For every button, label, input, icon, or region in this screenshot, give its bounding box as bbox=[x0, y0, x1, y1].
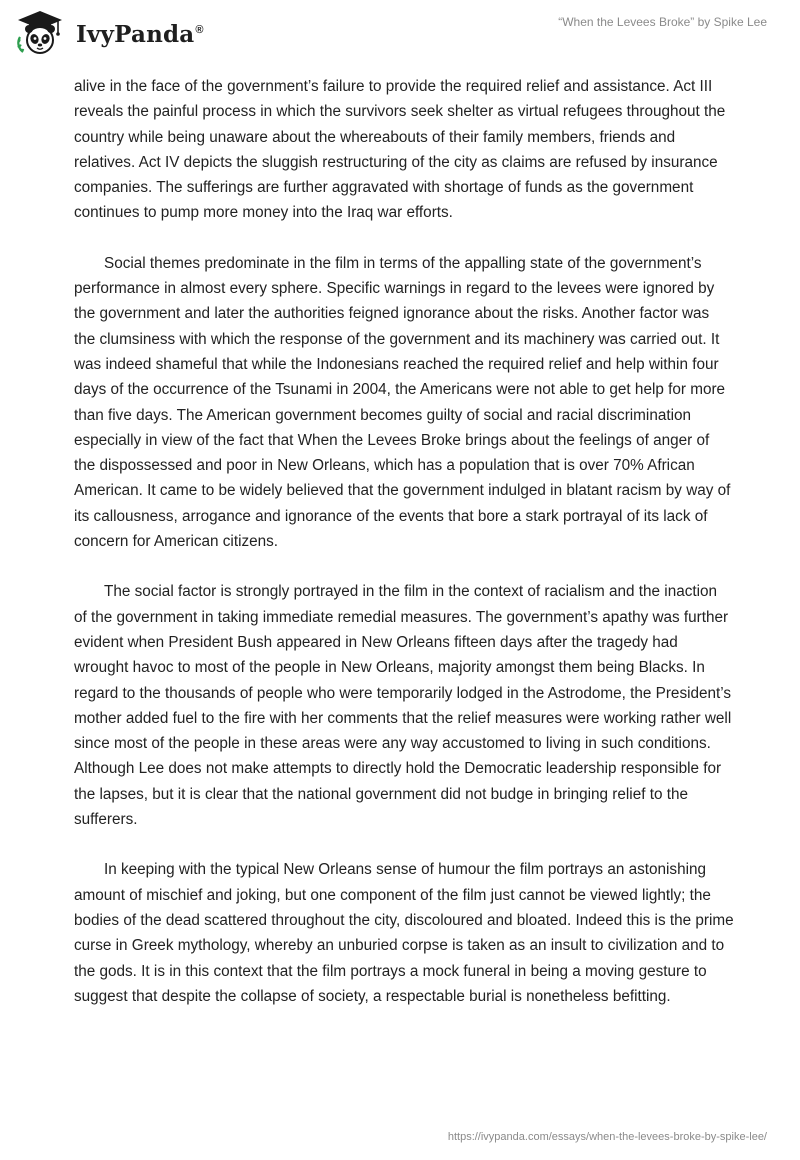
paragraph-3: The social factor is strongly portrayed in the film in the context of racialism and the inaction of the government in taking immediate remedial measures. The government’s apathy was further evident when President Bush appeared in New Orleans fifteen days after the tragedy had wrought havoc to most of the people in New Orleans, majority amongst them being Blacks. In regard to the thousands of people who were temporarily lodged in the Astrodome, the President’s mother added fuel to the fire with her comments that the relief measures were working rather well since most of the people in these areas were any way accustomed to living in such conditions. Although Lee does not make attempts to directly hold the Democratic leadership responsible for the lapses, but it is clear that the national government did not budge in bringing relief to the sufferers. bbox=[74, 583, 732, 829]
paragraph-1: alive in the face of the government’s failure to provide the required relief and assistance. Act III reveals the painful process in which the survivors seek shelter as virtual refugees throughout the country while being unaware about the whereabouts of their family members, friends and relatives. Act IV depicts the sluggish restructuring of the city as claims are refused by insurance companies. The sufferings are further aggravated with shortage of funds as the government continues to pump more money into the Iraq war efforts. bbox=[74, 78, 726, 222]
document-title: “When the Levees Broke” by Spike Lee bbox=[558, 15, 767, 29]
panda-logo-icon bbox=[14, 9, 66, 57]
ivypanda-logo[interactable] bbox=[14, 9, 204, 57]
paragraph-2: Social themes predominate in the film in terms of the appalling state of the government’s performance in almost every sphere. Specific warnings in regard to the levees were ignored by the government and later the authorities feigned ignorance about the risks. Another factor was the clumsiness with which the response of the government and its machinery was carried out. It was indeed shameful that while the Indonesians reached the required relief and help within four days of the occurrence of the Tsunami in 2004, the Americans were not able to get help for more than five days. The American government becomes guilty of social and racial discrimination especially in view of the fact that When the Levees Broke brings about the feelings of anger of the dispossessed and poor in New Orleans, which has a population that is over 70% African American. It came to be widely believed that the government indulged in blatant racism by way of its callousness, arrogance and ignorance of the events that bore a stark portrayal of its lack of concern for American citizens. bbox=[74, 254, 731, 551]
essay-body bbox=[74, 74, 734, 1034]
source-url-link[interactable]: https://ivypanda.com/essays/when-the-levees-broke-by-spike-lee/ bbox=[447, 1131, 767, 1143]
brand-name-text: IvyPanda bbox=[76, 20, 195, 48]
page-header bbox=[0, 0, 800, 70]
paragraph-4: In keeping with the typical New Orleans sense of humour the film portrays an astonishing amount of mischief and joking, but one component of the film just cannot be viewed lightly; the bodies of the dead scattered throughout the city, discoloured and bloated. Indeed this is the prime curse in Greek mythology, whereby an unburied corpse is taken as an insult to civilization and to the gods. It is in this context that the film portrays a mock funeral in being a moving gesture to suggest that despite the collapse of society, a respectable burial is nonetheless befitting. bbox=[74, 861, 734, 1005]
registered-mark: ® bbox=[195, 23, 204, 36]
brand-name bbox=[76, 21, 204, 48]
